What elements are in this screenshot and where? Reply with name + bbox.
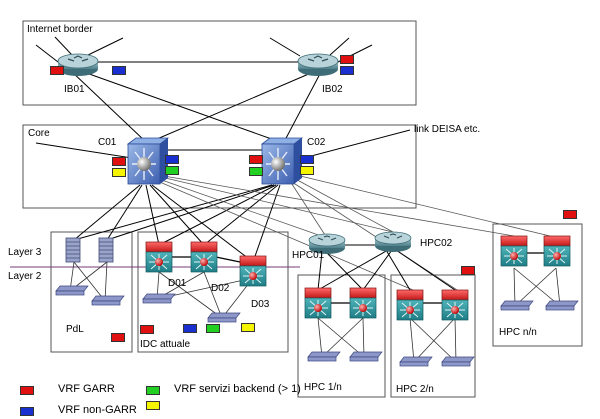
vrf-other-tag <box>241 323 255 332</box>
server-stack-1[interactable] <box>66 238 80 262</box>
internet-border-label: Internet border <box>27 24 93 35</box>
legend-label: VRF GARR <box>58 383 115 395</box>
vrf-non-garr-tag <box>165 155 179 164</box>
legend-label: VRF servizi backend (> 1) <box>174 383 301 395</box>
vrf-garr-tag <box>563 210 577 219</box>
vrf-non-garr-tag <box>340 66 354 75</box>
router-ib02-label: IB02 <box>322 84 343 95</box>
hpc2-switch-b[interactable] <box>442 290 468 320</box>
vrf-garr-tag <box>249 155 263 164</box>
vrf-non-garr-tag <box>300 155 314 164</box>
hpc1-switch-a[interactable] <box>305 288 331 318</box>
hpc2-switch-a[interactable] <box>397 290 423 320</box>
router-hpc02[interactable] <box>375 232 411 252</box>
router-ib01[interactable] <box>58 54 98 76</box>
layer3-label: Layer 3 <box>8 247 42 258</box>
core-switch-c02[interactable] <box>262 138 302 184</box>
legend-label: VRF non-GARR <box>58 404 137 416</box>
vrf-garr-tag <box>340 55 354 64</box>
legend-swatch <box>20 386 34 395</box>
vrf-garr-tag <box>50 66 64 75</box>
legend-swatch <box>146 401 160 410</box>
core-zone <box>23 125 416 208</box>
hpcn-label: HPC n/n <box>499 327 537 338</box>
vrf-other-tag <box>300 166 314 175</box>
core-label: Core <box>28 128 50 139</box>
idc-label: IDC attuale <box>140 339 191 350</box>
vrf-garr-tag <box>140 325 154 334</box>
deisa-link-label: link DEISA etc. <box>414 124 481 135</box>
hpc1-switch-b[interactable] <box>350 288 376 318</box>
server-stack-2[interactable] <box>99 238 113 262</box>
vrf-non-garr-tag <box>183 324 197 333</box>
switch-c01-label: C01 <box>98 137 117 148</box>
vrf-other-tag <box>112 168 126 177</box>
legend-swatch <box>146 386 160 395</box>
vrf-backend-tag <box>206 324 220 333</box>
switch-c02-label: C02 <box>307 137 326 148</box>
hpc2-label: HPC 2/n <box>396 384 434 395</box>
hpcn-switch-b[interactable] <box>544 236 570 266</box>
border-core-links <box>36 70 410 160</box>
vrf-non-garr-tag <box>112 66 126 75</box>
router-ib01-label: IB01 <box>64 84 85 95</box>
dist-switch-d02[interactable] <box>191 242 217 272</box>
legend-swatch <box>20 407 34 416</box>
vrf-garr-tag <box>112 157 126 166</box>
switch-d02-label: D02 <box>211 283 230 294</box>
router-hpc01-label: HPC01 <box>292 250 325 261</box>
router-hpc02-label: HPC02 <box>420 238 453 249</box>
dist-switch-d01[interactable] <box>146 242 172 272</box>
switch-d01-label: D01 <box>168 278 187 289</box>
switch-d03-label: D03 <box>251 299 270 310</box>
layer2-label: Layer 2 <box>8 271 42 282</box>
router-ib02[interactable] <box>298 54 338 76</box>
hpc1-label: HPC 1/n <box>304 382 342 393</box>
hpcn-switch-a[interactable] <box>501 236 527 266</box>
vrf-garr-tag <box>461 266 475 275</box>
vrf-backend-tag <box>249 167 263 176</box>
core-switch-c01[interactable] <box>128 138 168 184</box>
pdl-label: PdL <box>66 324 84 335</box>
vrf-garr-tag <box>111 333 125 342</box>
vrf-backend-tag <box>165 166 179 175</box>
dist-switch-d03[interactable] <box>240 256 266 286</box>
